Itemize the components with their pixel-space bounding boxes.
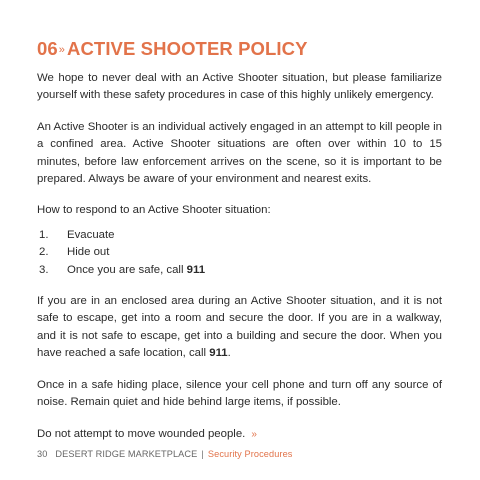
how-to-paragraph: How to respond to an Active Shooter situation: xyxy=(37,204,271,217)
body-text xyxy=(37,70,442,443)
list-item-number: 1. xyxy=(39,228,49,241)
list-item-text: Once you are safe, call xyxy=(67,263,187,276)
list-item-text: Hide out xyxy=(67,246,110,259)
enclosed-area-text: If you are in an enclosed area during an Active Shooter situation, and it is not safe to escape, get into a room and secure the door. If you are in a walkway, and it is not safe to escape, get into a building and secure the door. When you have reached a safe location, call xyxy=(37,295,442,360)
enclosed-area-paragraph xyxy=(37,293,442,363)
list-item-number: 2. xyxy=(39,246,49,259)
emergency-number: 911 xyxy=(209,347,228,360)
page-number: 30 xyxy=(37,449,48,459)
footer-section-name: Security Procedures xyxy=(207,449,293,459)
section-heading xyxy=(37,38,308,60)
intro-paragraph: We hope to never deal with an Active Shooter situation, but please familiarize yourself with these safety procedures in case of this highly unlikely emergency. xyxy=(37,72,442,102)
list-item-emphasis: 911 xyxy=(186,263,206,276)
chevron-icon: » xyxy=(58,44,65,56)
response-steps-list xyxy=(37,227,442,279)
hiding-paragraph: Once in a safe hiding place, silence your cell phone and turn off any source of noise. Remain quiet and hide behind large items, if possible. xyxy=(37,378,442,409)
list-item-text: Evacuate xyxy=(67,228,115,241)
list-item xyxy=(37,227,442,244)
enclosed-area-end: . xyxy=(227,347,231,360)
list-item xyxy=(37,244,442,261)
section-number: 06 xyxy=(37,38,58,59)
footer-separator: | xyxy=(201,449,204,459)
wounded-paragraph xyxy=(37,426,442,443)
end-chevron-icon: » xyxy=(251,428,257,440)
list-item-number: 3. xyxy=(39,263,49,276)
wounded-text: Do not attempt to move wounded people. xyxy=(37,427,246,440)
section-title: ACTIVE SHOOTER POLICY xyxy=(67,38,308,59)
publication-name: DESERT RIDGE MARKETPLACE xyxy=(55,449,198,459)
page-footer xyxy=(37,449,293,459)
list-item xyxy=(37,262,442,279)
definition-paragraph: An Active Shooter is an individual actively engaged in an attempt to kill people in a confined area. Active Shooter situations are often over within 10 to 15 minutes, before law enforcement arrives on the scene, so it is important to be prepared. Always be aware of your environment and nearest exits. xyxy=(37,120,442,186)
